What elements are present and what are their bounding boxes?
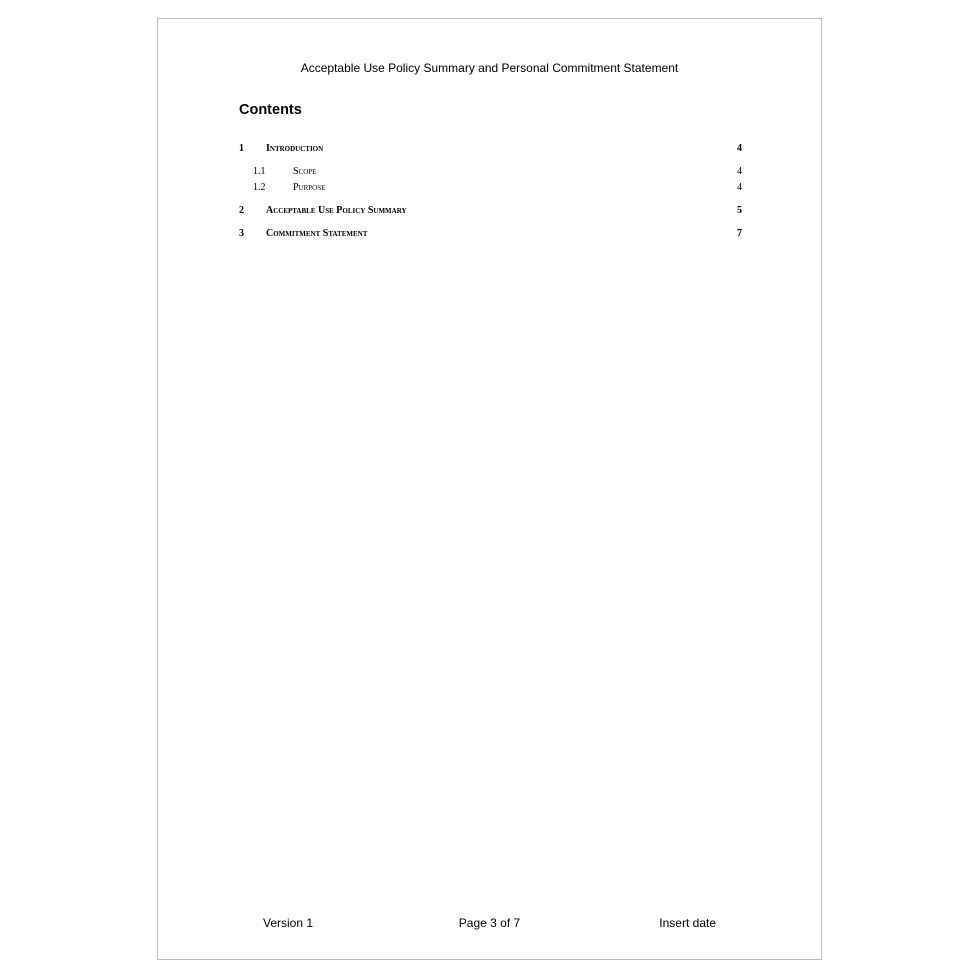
contents-heading: Contents	[239, 102, 302, 118]
toc-entry-number: 3	[239, 228, 244, 239]
footer-version: Version 1	[263, 916, 314, 930]
footer-date: Insert date	[659, 916, 716, 930]
toc-entry-title: Purpose	[293, 182, 326, 193]
toc-entry-scope[interactable]	[239, 164, 742, 179]
toc-entry-acceptable-use-policy-summary[interactable]	[239, 203, 742, 218]
toc-entry-page: 4	[737, 143, 742, 154]
toc-entry-title: Acceptable Use Policy Summary	[266, 205, 407, 216]
toc-entry-introduction[interactable]	[239, 141, 742, 156]
document-header-title: Acceptable Use Policy Summary and Personal Commitment Statement	[300, 61, 679, 75]
toc-entry-title: Commitment Statement	[266, 228, 368, 239]
toc-entry-title: Scope	[293, 166, 317, 177]
toc-entry-number: 1.2	[253, 182, 266, 193]
toc-entry-page: 4	[737, 182, 742, 193]
toc-entry-commitment-statement[interactable]	[239, 226, 742, 241]
toc-entry-purpose[interactable]	[239, 180, 742, 195]
document-page	[157, 18, 822, 960]
toc-entry-number: 1.1	[253, 166, 266, 177]
footer-page-number: Page 3 of 7	[458, 916, 521, 930]
toc-entry-page: 5	[737, 205, 742, 216]
toc-entry-page: 7	[737, 228, 742, 239]
toc-entry-title: Introduction	[266, 143, 324, 154]
document-footer	[158, 916, 821, 932]
toc-entry-number: 2	[239, 205, 244, 216]
toc-entry-number: 1	[239, 143, 244, 154]
toc-entry-page: 4	[737, 166, 742, 177]
